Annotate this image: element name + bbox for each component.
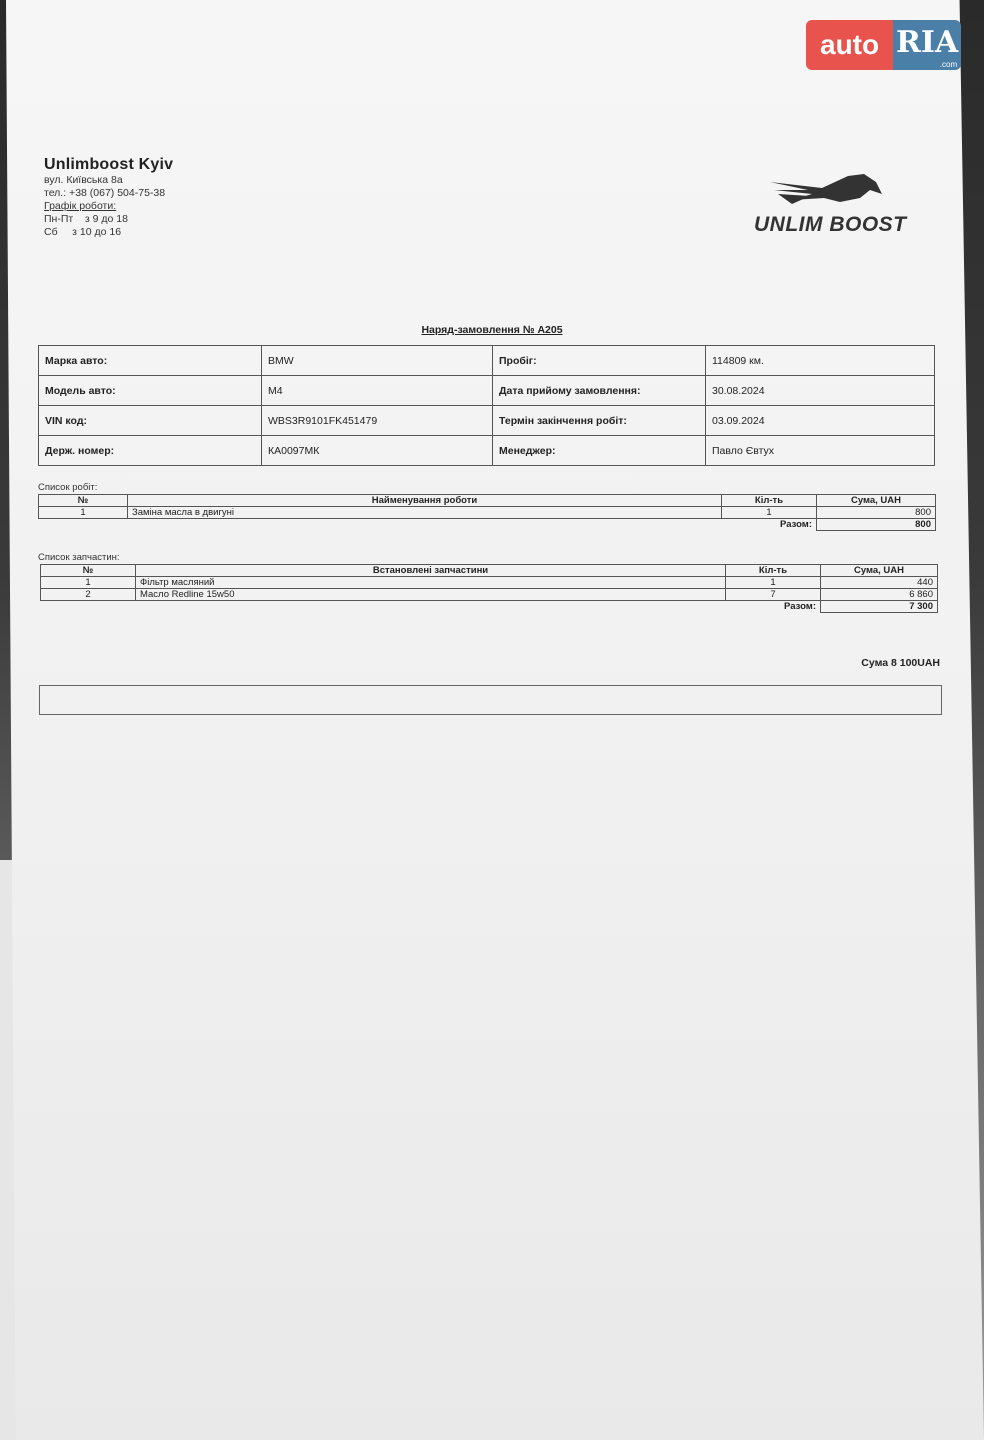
watermark-domain: .com [939,60,958,69]
car-info-table [38,345,935,466]
accept-date-value: 30.08.2024 [706,376,935,406]
accept-date-label: Дата прийому замовлення: [493,376,706,406]
schedule-weekdays: Пн-Пт з 9 до 18 [44,213,128,225]
company-phone: тел.: +38 (067) 504-75-38 [44,187,166,199]
vin-value: WBS3R9101FK451479 [262,406,493,436]
order-title: Наряд-замовлення № А205 [421,324,563,336]
parts-row-num: 1 [41,577,136,589]
car-info-row [39,376,935,406]
watermark-auto-word: auto [806,20,893,70]
empty-cell [39,519,128,531]
parts-section-label: Список запчастин: [38,552,120,563]
schedule-saturday: Сб з 10 до 16 [44,226,122,238]
parts-row-name: Масло Redline 15w50 [136,589,726,601]
logo-text: UNLIM BOOST [754,213,907,236]
model-label: Модель авто: [39,376,262,406]
empty-cell [41,601,136,613]
manager-label: Менеджер: [493,436,706,466]
vin-label: VIN код: [39,406,262,436]
works-row-qty: 1 [722,507,817,519]
watermark-ria-badge [893,20,961,70]
notes-box [39,685,942,715]
panther-logo-icon [752,168,892,212]
parts-row-sum: 440 [821,577,938,589]
grand-total [700,657,940,669]
works-total-value: 800 [817,519,936,531]
parts-header-qty: Кіл-ть [726,565,821,577]
works-header-num: № [39,495,128,507]
parts-row-qty: 1 [726,577,821,589]
car-info-row [39,406,935,436]
parts-header-row [41,565,938,577]
company-name: Unlimboost Kyiv [44,156,174,173]
manager-value: Павло Євтух [706,436,935,466]
finish-date-label: Термін закінчення робіт: [493,406,706,436]
finish-date-value: 03.09.2024 [706,406,935,436]
plate-value: КА0097МК [262,436,493,466]
works-header-row [39,495,936,507]
parts-row-name: Фільтр масляний [136,577,726,589]
parts-total-row [41,601,938,613]
works-row-name: Заміна масла в двигуні [128,507,722,519]
grand-total-label: Сума [861,657,889,669]
parts-total-value: 7 300 [821,601,938,613]
works-total-label: Разом: [780,519,812,531]
make-value: BMW [262,346,493,376]
works-row-sum: 800 [817,507,936,519]
works-section-label: Список робіт: [38,482,98,493]
model-value: M4 [262,376,493,406]
company-address: вул. Київська 8а [44,174,123,186]
mileage-value: 114809 км. [706,346,935,376]
car-info-row [39,346,935,376]
works-header-name: Найменування роботи [128,495,722,507]
works-row-num: 1 [39,507,128,519]
grand-total-value: 8 100UAH [890,657,940,669]
empty-cell [136,601,726,613]
parts-table [40,564,938,613]
works-header-sum: Сума, UAH [817,495,936,507]
empty-cell [128,519,722,531]
table-row [41,589,938,601]
table-row [39,507,936,519]
car-info-row [39,436,935,466]
works-table [38,494,936,531]
parts-header-num: № [41,565,136,577]
parts-total-label: Разом: [784,601,816,613]
works-header-qty: Кіл-ть [722,495,817,507]
unlim-boost-logo [752,168,912,237]
parts-row-sum: 6 860 [821,589,938,601]
autoria-watermark [806,20,961,70]
parts-row-qty: 7 [726,589,821,601]
parts-row-num: 2 [41,589,136,601]
parts-header-name: Встановлені запчастини [136,565,726,577]
mileage-label: Пробіг: [493,346,706,376]
make-label: Марка авто: [39,346,262,376]
parts-header-sum: Сума, UAH [821,565,938,577]
schedule-title: Графік роботи: [44,200,117,212]
table-row [41,577,938,589]
plate-label: Держ. номер: [39,436,262,466]
company-info [44,156,173,239]
watermark-brand: RIA [895,25,959,60]
works-total-row [39,519,936,531]
